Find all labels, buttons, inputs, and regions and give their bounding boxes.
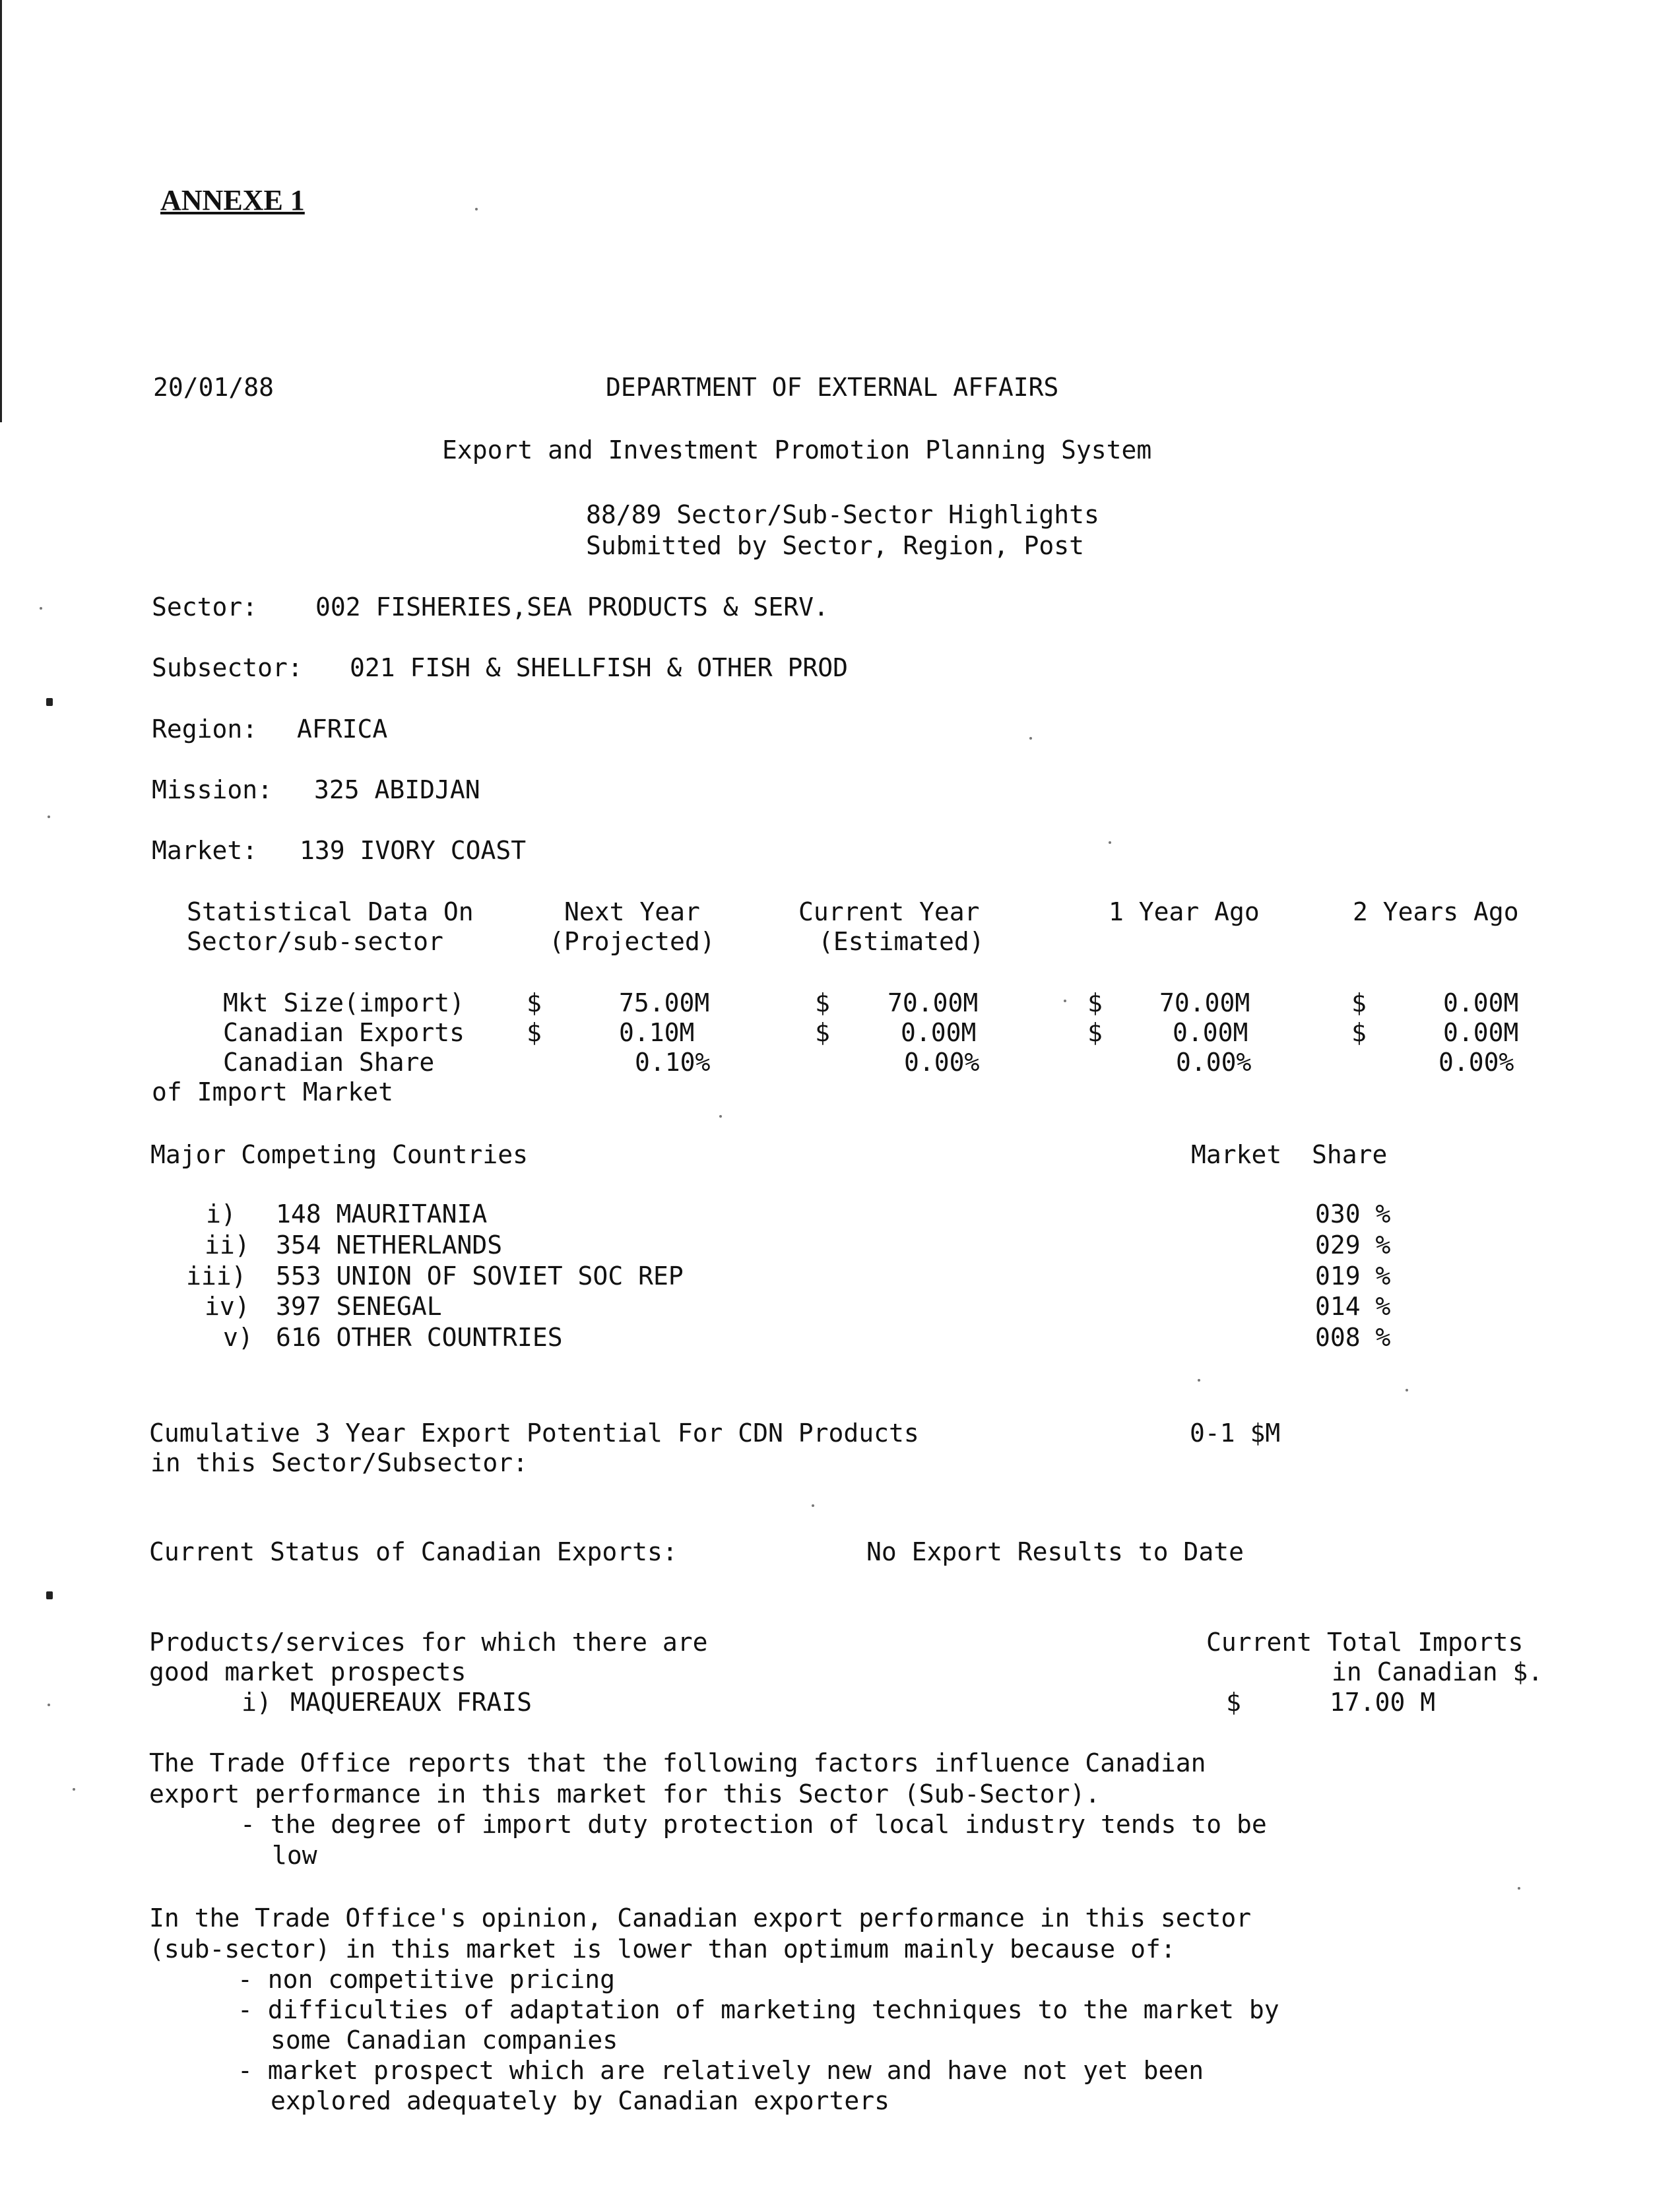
competitor-share: 030 %: [1315, 1199, 1391, 1229]
system-title: Export and Investment Promotion Planning System: [442, 435, 1152, 464]
subsector-label: Subsector:: [152, 653, 303, 682]
row-exports-currency: $: [527, 1018, 542, 1047]
scan-speck: [1405, 1389, 1408, 1391]
row-mkt-size-1y-currency: $: [1087, 988, 1103, 1017]
competitor-num: ii): [205, 1230, 250, 1260]
scan-speck: [475, 208, 478, 210]
potential-value: 0-1 $M: [1190, 1419, 1281, 1448]
report-date: 20/01/88: [153, 373, 275, 402]
competitor-name: 616 OTHER COUNTRIES: [276, 1323, 563, 1352]
row-share-next: 0.10%: [635, 1048, 711, 1077]
imports-header-line1: Current Total Imports: [1206, 1628, 1524, 1657]
col-current-year: Current Year: [798, 897, 980, 926]
row-share-label: Canadian Share: [223, 1048, 435, 1077]
opinion-bullet3-line2: explored adequately by Canadian exporters: [271, 2086, 889, 2115]
products-line1: Products/services for which there are: [149, 1628, 708, 1657]
opinion-line1: In the Trade Office's opinion, Canadian export performance in this sector: [149, 1903, 1252, 1933]
row-mkt-size-current: 70.00M: [888, 988, 979, 1017]
opinion-bullet1: - non competitive pricing: [238, 1965, 615, 1994]
potential-line1: Cumulative 3 Year Export Potential For CDN Products: [149, 1419, 919, 1448]
row-exports-current: 0.00M: [901, 1018, 977, 1047]
col-next-year: Next Year: [564, 897, 700, 926]
scan-speck: [48, 1704, 50, 1706]
subsector-value: 021 FISH & SHELLFISH & OTHER PROD: [350, 653, 848, 682]
row-share-2y: 0.00%: [1438, 1048, 1514, 1077]
scan-speck: [46, 1591, 53, 1599]
factors-bullet1-line1: - the degree of import duty protection of local industry tends to be: [240, 1810, 1267, 1839]
scan-speck: [1518, 1887, 1520, 1890]
row-share-1y: 0.00%: [1176, 1048, 1252, 1077]
row-mkt-size-currency: $: [527, 988, 542, 1017]
row-exports-2y: 0.00M: [1443, 1018, 1519, 1047]
competitor-name: 553 UNION OF SOVIET SOC REP: [276, 1262, 684, 1291]
competitor-share: 014 %: [1315, 1292, 1391, 1321]
submitted-line: Submitted by Sector, Region, Post: [586, 531, 1084, 560]
product-num: i): [242, 1688, 272, 1717]
region-label: Region:: [152, 715, 258, 744]
product-name: MAQUEREAUX FRAIS: [290, 1688, 533, 1717]
product-currency: $: [1226, 1688, 1241, 1717]
scan-speck: [73, 1788, 75, 1791]
row-exports-1y-currency: $: [1087, 1018, 1103, 1047]
competitor-share: 029 %: [1315, 1230, 1391, 1260]
imports-header-line2: in Canadian $.: [1332, 1657, 1543, 1686]
row-mkt-size-2y: 0.00M: [1443, 988, 1519, 1017]
competitor-num: iv): [205, 1292, 250, 1321]
row-mkt-size-1y: 70.00M: [1159, 988, 1250, 1017]
competitors-share-header: Market Share: [1191, 1140, 1388, 1169]
col-1-year-ago: 1 Year Ago: [1109, 897, 1260, 926]
products-line2: good market prospects: [149, 1657, 467, 1686]
scan-speck: [40, 607, 42, 610]
competitors-title: Major Competing Countries: [150, 1140, 528, 1169]
annexe-heading: ANNEXE 1: [160, 184, 305, 216]
row-mkt-size-2y-currency: $: [1351, 988, 1367, 1017]
col-2-years-ago: 2 Years Ago: [1353, 897, 1519, 926]
factors-bullet1-line2: low: [272, 1841, 317, 1870]
mission-value: 325 ABIDJAN: [314, 775, 480, 804]
row-mkt-size-cur-currency: $: [815, 988, 830, 1017]
col-current-year-sub: (Estimated): [818, 927, 985, 956]
competitor-share: 008 %: [1315, 1323, 1391, 1352]
scan-speck: [1198, 1379, 1200, 1382]
scan-speck: [1064, 1000, 1066, 1002]
scan-speck: [1029, 737, 1032, 740]
region-value: AFRICA: [297, 715, 388, 744]
stats-header-line2: Sector/sub-sector: [187, 927, 443, 956]
status-label: Current Status of Canadian Exports:: [149, 1537, 678, 1566]
opinion-bullet2-line2: some Canadian companies: [271, 2026, 618, 2055]
highlights-title: 88/89 Sector/Sub-Sector Highlights: [586, 500, 1099, 529]
department-title: DEPARTMENT OF EXTERNAL AFFAIRS: [606, 373, 1059, 402]
competitor-name: 354 NETHERLANDS: [276, 1230, 503, 1260]
row-exports-1y: 0.00M: [1173, 1018, 1248, 1047]
potential-line2: in this Sector/Subsector:: [150, 1448, 528, 1477]
row-exports-label: Canadian Exports: [223, 1018, 465, 1047]
product-value: 17.00 M: [1330, 1688, 1436, 1717]
row-share-current: 0.00%: [904, 1048, 980, 1077]
scan-edge: [0, 0, 2, 422]
row-exports-2y-currency: $: [1351, 1018, 1367, 1047]
share-suffix: of Import Market: [152, 1077, 394, 1106]
competitor-name: 148 MAURITANIA: [276, 1199, 488, 1229]
row-mkt-size-next: 75.00M: [619, 988, 710, 1017]
mission-label: Mission:: [152, 775, 273, 804]
status-value: No Export Results to Date: [866, 1537, 1244, 1566]
opinion-bullet3-line1: - market prospect which are relatively new and have not yet been: [238, 2056, 1204, 2085]
scan-speck: [1109, 841, 1111, 844]
row-mkt-size-label: Mkt Size(import): [223, 988, 465, 1017]
competitor-num: iii): [186, 1262, 247, 1291]
market-label: Market:: [152, 836, 258, 865]
opinion-bullet2-line1: - difficulties of adaptation of marketing techniques to the market by: [238, 1995, 1279, 2024]
opinion-line2: (sub-sector) in this market is lower than optimum mainly because of:: [149, 1934, 1176, 1964]
scan-speck: [48, 815, 50, 818]
factors-line1: The Trade Office reports that the following factors influence Canadian: [149, 1748, 1206, 1777]
competitor-num: i): [206, 1199, 236, 1229]
competitor-share: 019 %: [1315, 1262, 1391, 1291]
competitor-num: v): [223, 1323, 253, 1352]
row-exports-cur-currency: $: [815, 1018, 830, 1047]
competitor-name: 397 SENEGAL: [276, 1292, 442, 1321]
sector-value: 002 FISHERIES,SEA PRODUCTS & SERV.: [315, 592, 829, 622]
market-value: 139 IVORY COAST: [300, 836, 527, 865]
row-exports-next: 0.10M: [619, 1018, 695, 1047]
scan-speck: [812, 1504, 814, 1507]
scan-speck: [719, 1115, 722, 1118]
scan-speck: [46, 698, 53, 706]
stats-header-line1: Statistical Data On: [187, 897, 474, 926]
factors-line2: export performance in this market for this Sector (Sub-Sector).: [149, 1779, 1101, 1808]
sector-label: Sector:: [152, 592, 258, 622]
col-next-year-sub: (Projected): [549, 927, 715, 956]
